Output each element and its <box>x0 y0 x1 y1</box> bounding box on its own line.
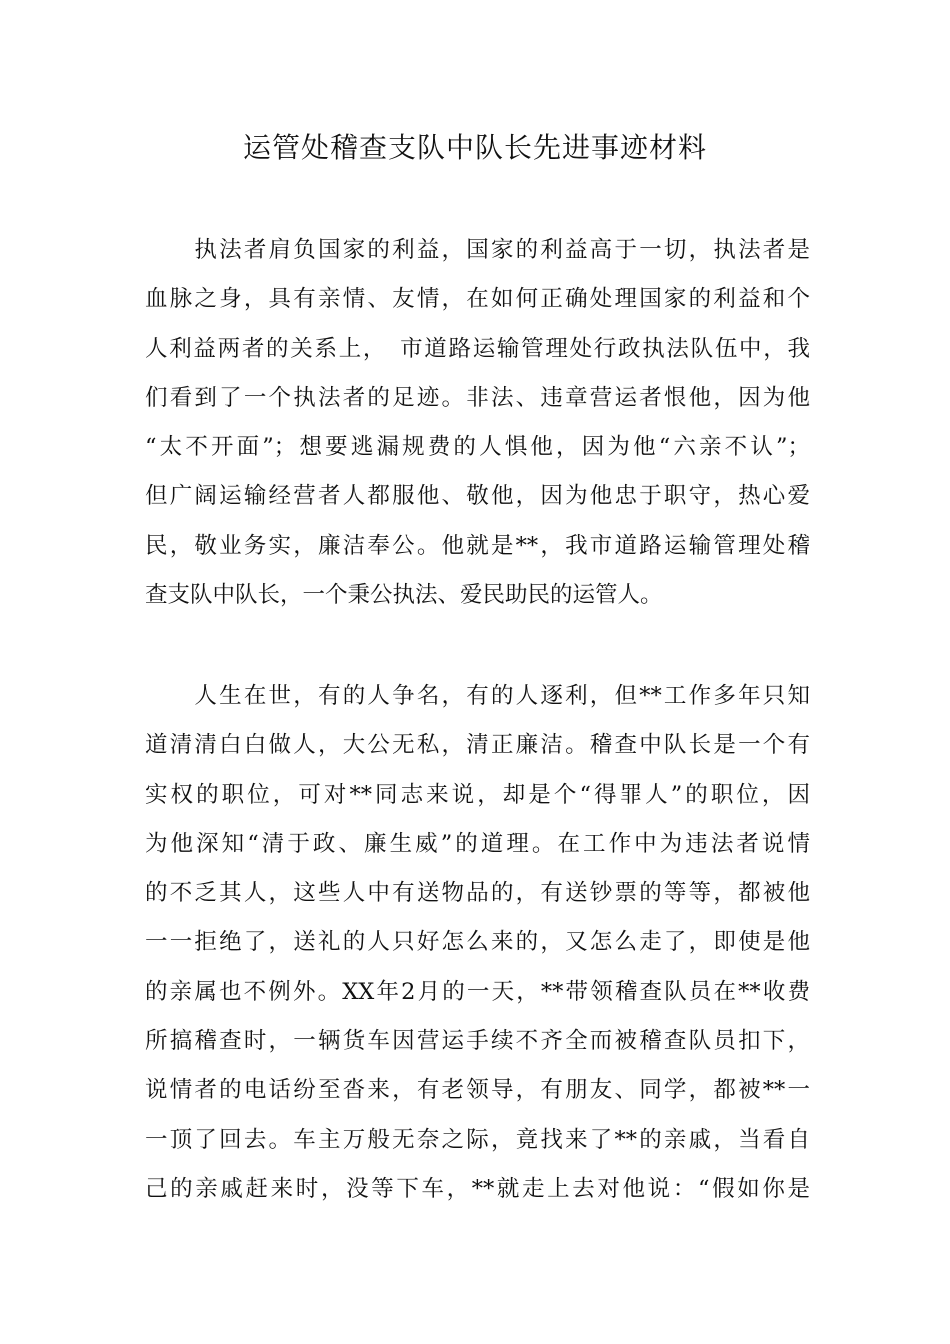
text-line: 己的亲戚赶来时，没等下车，**就走上去对他说：“假如你是 <box>145 1175 810 1202</box>
text-line: 的不乏其人，这些人中有送物品的，有送钞票的等等，都被他 <box>145 880 810 907</box>
paragraph-1 <box>145 226 810 620</box>
text-line: 所搞稽查时，一辆货车因营运手续不齐全而被稽查队员扣下， <box>145 1028 810 1055</box>
text-line: 人利益两者的关系上， 市道路运输管理处行政执法队伍中，我 <box>145 335 810 362</box>
document-title: 运管处稽查支队中队长先进事迹材料 <box>242 131 707 164</box>
text-line: 道清清白白做人，大公无私，清正廉洁。稽查中队长是一个有 <box>145 732 810 759</box>
text-line: 为他深知“清于政、廉生威”的道理。在工作中为违法者说情 <box>145 830 810 857</box>
text-line: “太不开面”；想要逃漏规费的人惧他，因为他“六亲不认”； <box>145 434 810 461</box>
text-line: 的亲属也不例外。XX年2月的一天，**带领稽查队员在**收费 <box>145 978 810 1005</box>
text-line: 但广阔运输经营者人都服他、敬他，因为他忠于职守，热心爱 <box>145 483 810 510</box>
paragraph-2 <box>145 672 810 1214</box>
text-line: 查支队中队长，一个秉公执法、爱民助民的运管人。 <box>145 582 663 609</box>
text-line: 们看到了一个执法者的足迹。非法、违章营运者恨他，因为他 <box>145 384 810 411</box>
text-line: 一一拒绝了，送礼的人只好怎么来的，又怎么走了，即使是他 <box>145 929 810 956</box>
text-line: 民，敬业务实，廉洁奉公。他就是**，我市道路运输管理处稽 <box>145 532 810 559</box>
text-line: 实权的职位，可对**同志来说，却是个“得罪人”的职位，因 <box>145 781 810 808</box>
text-line: 说情者的电话纷至沓来，有老领导，有朋友、同学，都被**一 <box>145 1077 810 1104</box>
text-line: 执法者肩负国家的利益，国家的利益高于一切，执法者是 <box>145 237 810 263</box>
text-line: 一顶了回去。车主万般无奈之际，竟找来了**的亲戚，当看自 <box>145 1126 810 1153</box>
text-line: 血脉之身，具有亲情、友情，在如何正确处理国家的利益和个 <box>145 286 810 313</box>
text-line: 人生在世，有的人争名，有的人逐利，但**工作多年只知 <box>145 683 810 709</box>
